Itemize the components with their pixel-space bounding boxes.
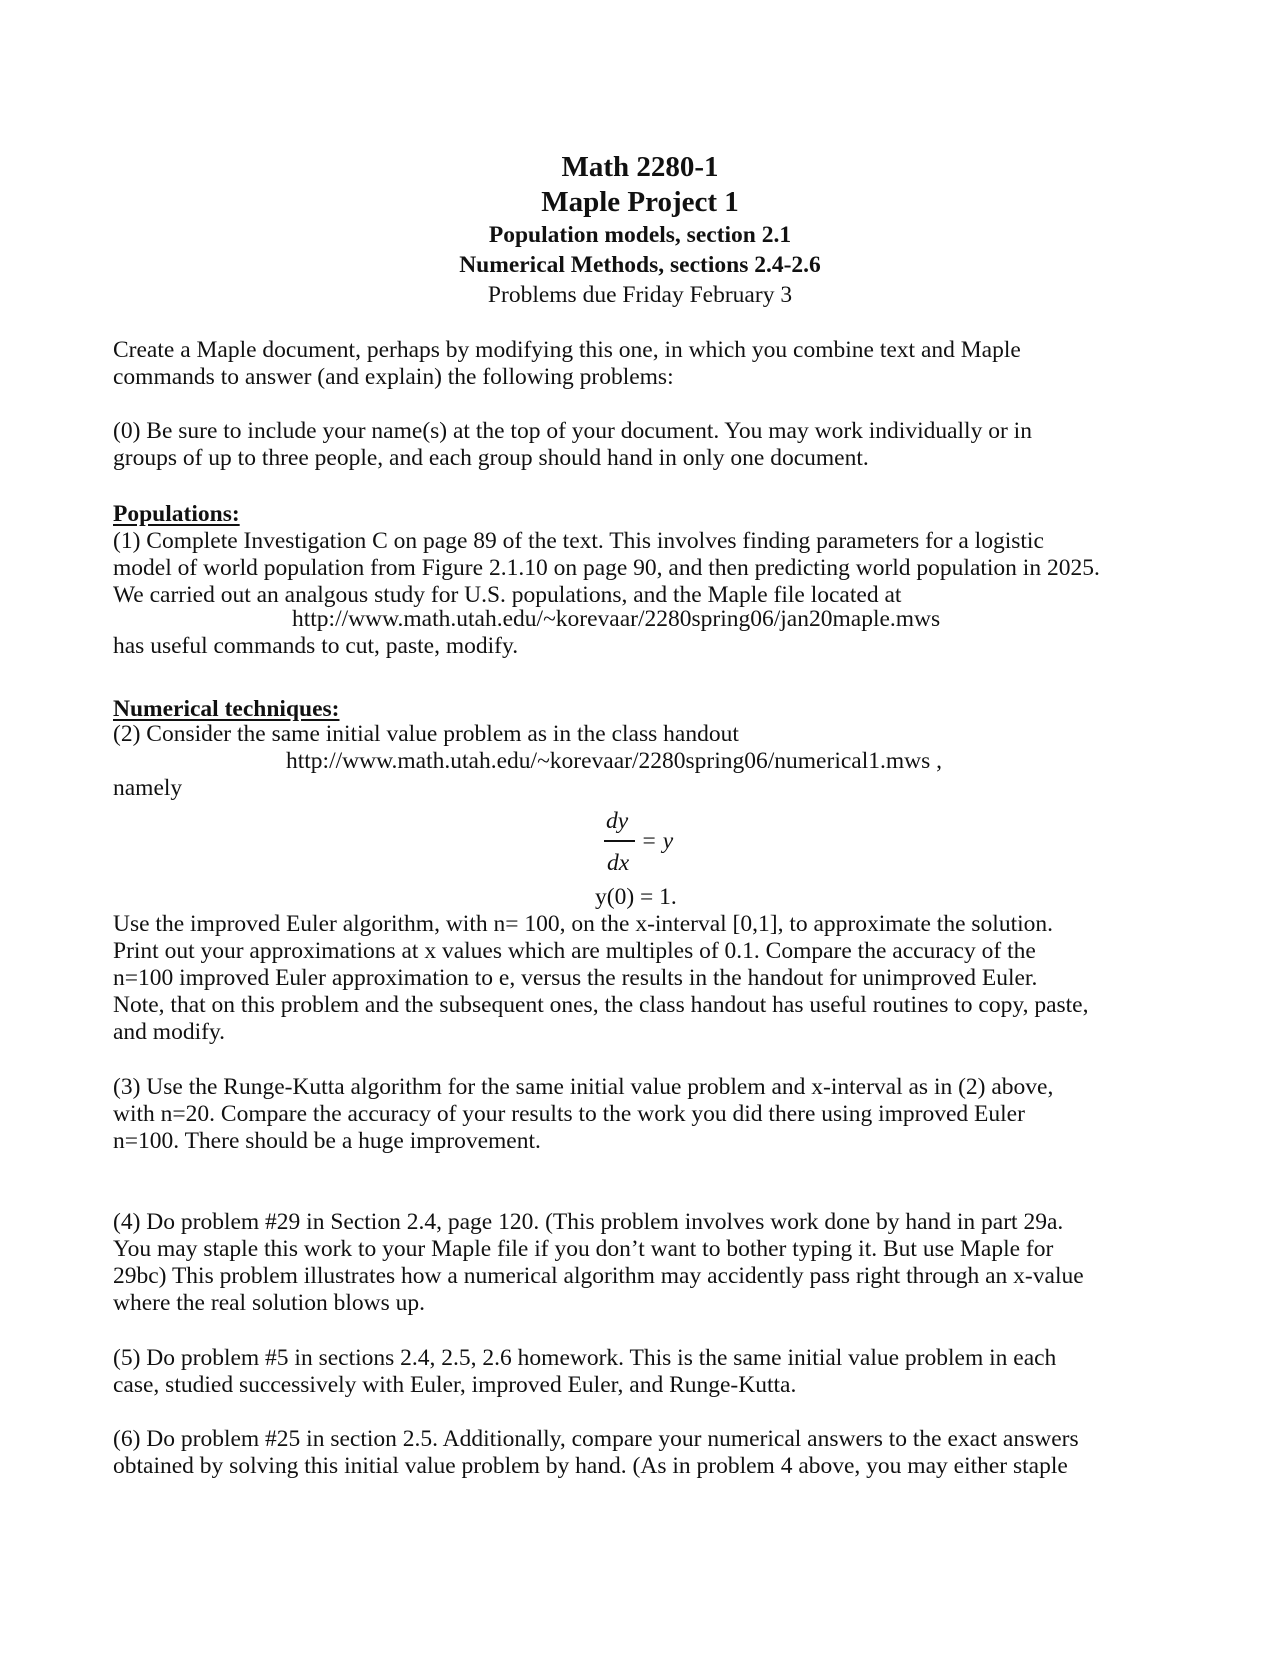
problem-2-intro: (2) Consider the same initial value problem as in the class handout — [113, 721, 739, 747]
equation-rhs: = y — [641, 828, 674, 854]
problem-2: Use the improved Euler algorithm, with n= 100, on the x-interval [0,1], to approximate the solution. Print out your approximations at x values which are multiples of 0.1. Compare the accuracy of the n=100 improved Euler approximation to e, versus the results in the handout for unimproved Euler. Note, that on this problem and the subsequent ones, the class handout has useful routines to copy, paste, and modify. — [113, 911, 1089, 1045]
fraction-bar — [604, 840, 635, 842]
problem-3: (3) Use the Runge-Kutta algorithm for the same initial value problem and x-interval as in (2) above, with n=20. Compare the accuracy of your results to the work you did there using improved Euler n=100. There should be a huge improvement. — [113, 1074, 1054, 1154]
intro-paragraph: Create a Maple document, perhaps by modifying this one, in which you combine text and Maple commands to answer (and explain) the following problems: — [113, 337, 1021, 390]
namely-label: namely — [113, 775, 183, 801]
course-title: Math 2280-1 — [561, 151, 719, 183]
problem-4: (4) Do problem #29 in Section 2.4, page 120. (This problem involves work done by hand in part 29a. You may staple this work to your Maple file if you don’t want to bother typing it. But use Maple for 29bc) This problem illustrates how a numerical algorithm may accidently pass right through an x-value where the real solution blows up. — [113, 1209, 1084, 1316]
numerical-heading: Numerical techniques: — [113, 696, 340, 722]
equation-numerator: dy — [606, 808, 629, 834]
problem-1: (1) Complete Investigation C on page 89 of the text. This involves finding parameters for a logistic model of world population from Figure 2.1.10 on page 90, and then predicting world population in 2025. We carried out an analgous study for U.S. populations, and the Maple file located at — [113, 528, 1100, 608]
equation-denominator: dx — [607, 850, 630, 876]
problem-1-end: has useful commands to cut, paste, modify. — [113, 633, 519, 659]
topic-numerical: Numerical Methods, sections 2.4-2.6 — [459, 252, 821, 278]
jan20-url: http://www.math.utah.edu/~korevaar/2280spring06/jan20maple.mws — [292, 606, 941, 632]
problem-5: (5) Do problem #5 in sections 2.4, 2.5, 2.6 homework. This is the same initial value problem in each case, studied successively with Euler, improved Euler, and Runge-Kutta. — [113, 1345, 1057, 1398]
topic-populations: Population models, section 2.1 — [488, 222, 792, 248]
initial-condition: y(0) = 1. — [595, 884, 677, 910]
project-title: Maple Project 1 — [541, 186, 739, 218]
problem-0: (0) Be sure to include your name(s) at the top of your document. You may work individually or in groups of up to three people, and each group should hand in only one document. — [113, 418, 1032, 471]
problem-6: (6) Do problem #25 in section 2.5. Additionally, compare your numerical answers to the exact answers obtained by solving this initial value problem by hand. (As in problem 4 above, you may either staple — [113, 1426, 1079, 1479]
populations-heading: Populations: — [113, 501, 240, 527]
due-date: Problems due Friday February 3 — [487, 282, 793, 308]
numerical1-url: http://www.math.utah.edu/~korevaar/2280spring06/numerical1.mws , — [286, 748, 943, 774]
